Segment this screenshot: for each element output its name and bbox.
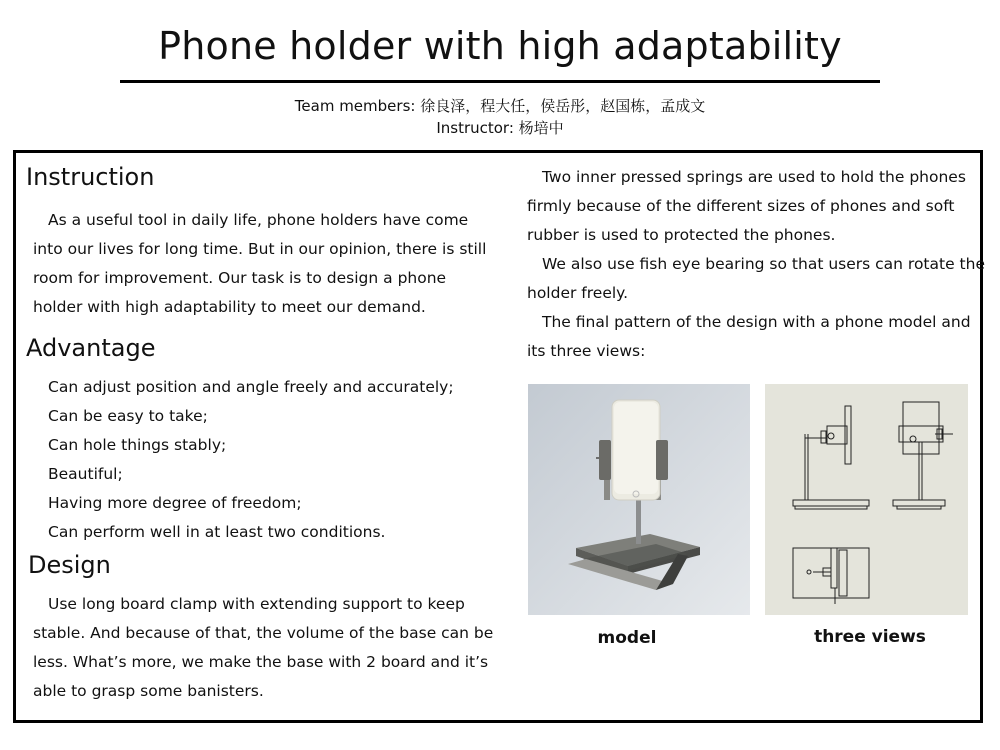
model-caption: model: [597, 628, 657, 648]
instruction-line: room for improvement. Our task is to design a phone: [33, 269, 447, 287]
design-line: [33, 590, 493, 619]
right-line: [527, 308, 985, 337]
page-title: Phone holder with high adaptability: [158, 24, 842, 68]
right-line: firmly because of the different sizes of phones and soft: [527, 197, 955, 215]
advantage-item: Having more degree of freedom;: [48, 494, 302, 512]
design-line: stable. And because of that, the volume of the base can be: [33, 624, 494, 642]
instruction-heading: Instruction: [26, 163, 155, 191]
three-views-drawing: [765, 384, 968, 615]
instructor: Instructor: 杨培中: [436, 119, 564, 137]
instruction-line: into our lives for long time. But in our opinion, there is still: [33, 240, 487, 258]
left-clamp: [599, 440, 611, 480]
right-line: [527, 163, 985, 192]
advantage-heading: Advantage: [26, 334, 156, 362]
model-render: [528, 384, 750, 615]
right-paragraph: [527, 163, 985, 366]
team-members: Team members: 徐良泽，程大任，侯岳彤，赵国栋，孟成文: [294, 97, 706, 115]
instruction-line: [33, 206, 486, 235]
advantage-list: [48, 373, 454, 547]
design-line: able to grasp some banisters.: [33, 682, 264, 700]
three-views-caption: three views: [814, 627, 926, 647]
right-line: its three views:: [527, 342, 646, 360]
design-paragraph: [33, 590, 493, 706]
right-line: rubber is used to protected the phones.: [527, 226, 836, 244]
credits: [0, 95, 1000, 139]
right-line: holder freely.: [527, 284, 629, 302]
design-line-text: Use long board clamp with extending support to keep: [48, 595, 465, 613]
instruction-line: holder with high adaptability to meet our demand.: [33, 298, 426, 316]
right-line-text: Two inner pressed springs are used to hold the phones: [542, 168, 966, 186]
design-line: less. What’s more, we make the base with 2 board and it’s: [33, 653, 489, 671]
right-line-text: The final pattern of the design with a phone model and: [542, 313, 971, 331]
advantage-item: Can adjust position and angle freely and accurately;: [48, 378, 454, 396]
right-clamp: [656, 440, 668, 480]
advantage-item: Can hole things stably;: [48, 436, 227, 454]
right-line: [527, 250, 985, 279]
advantage-item: Beautiful;: [48, 465, 123, 483]
instruction-line-text: As a useful tool in daily life, phone holders have come: [48, 211, 469, 229]
title-underline: [120, 80, 880, 83]
design-heading: Design: [28, 551, 111, 579]
advantage-item: Can be easy to take;: [48, 407, 208, 425]
right-line-text: We also use fish eye bearing so that users can rotate the: [542, 255, 985, 273]
advantage-item: Can perform well in at least two conditions.: [48, 523, 386, 541]
instruction-paragraph: [33, 206, 486, 322]
